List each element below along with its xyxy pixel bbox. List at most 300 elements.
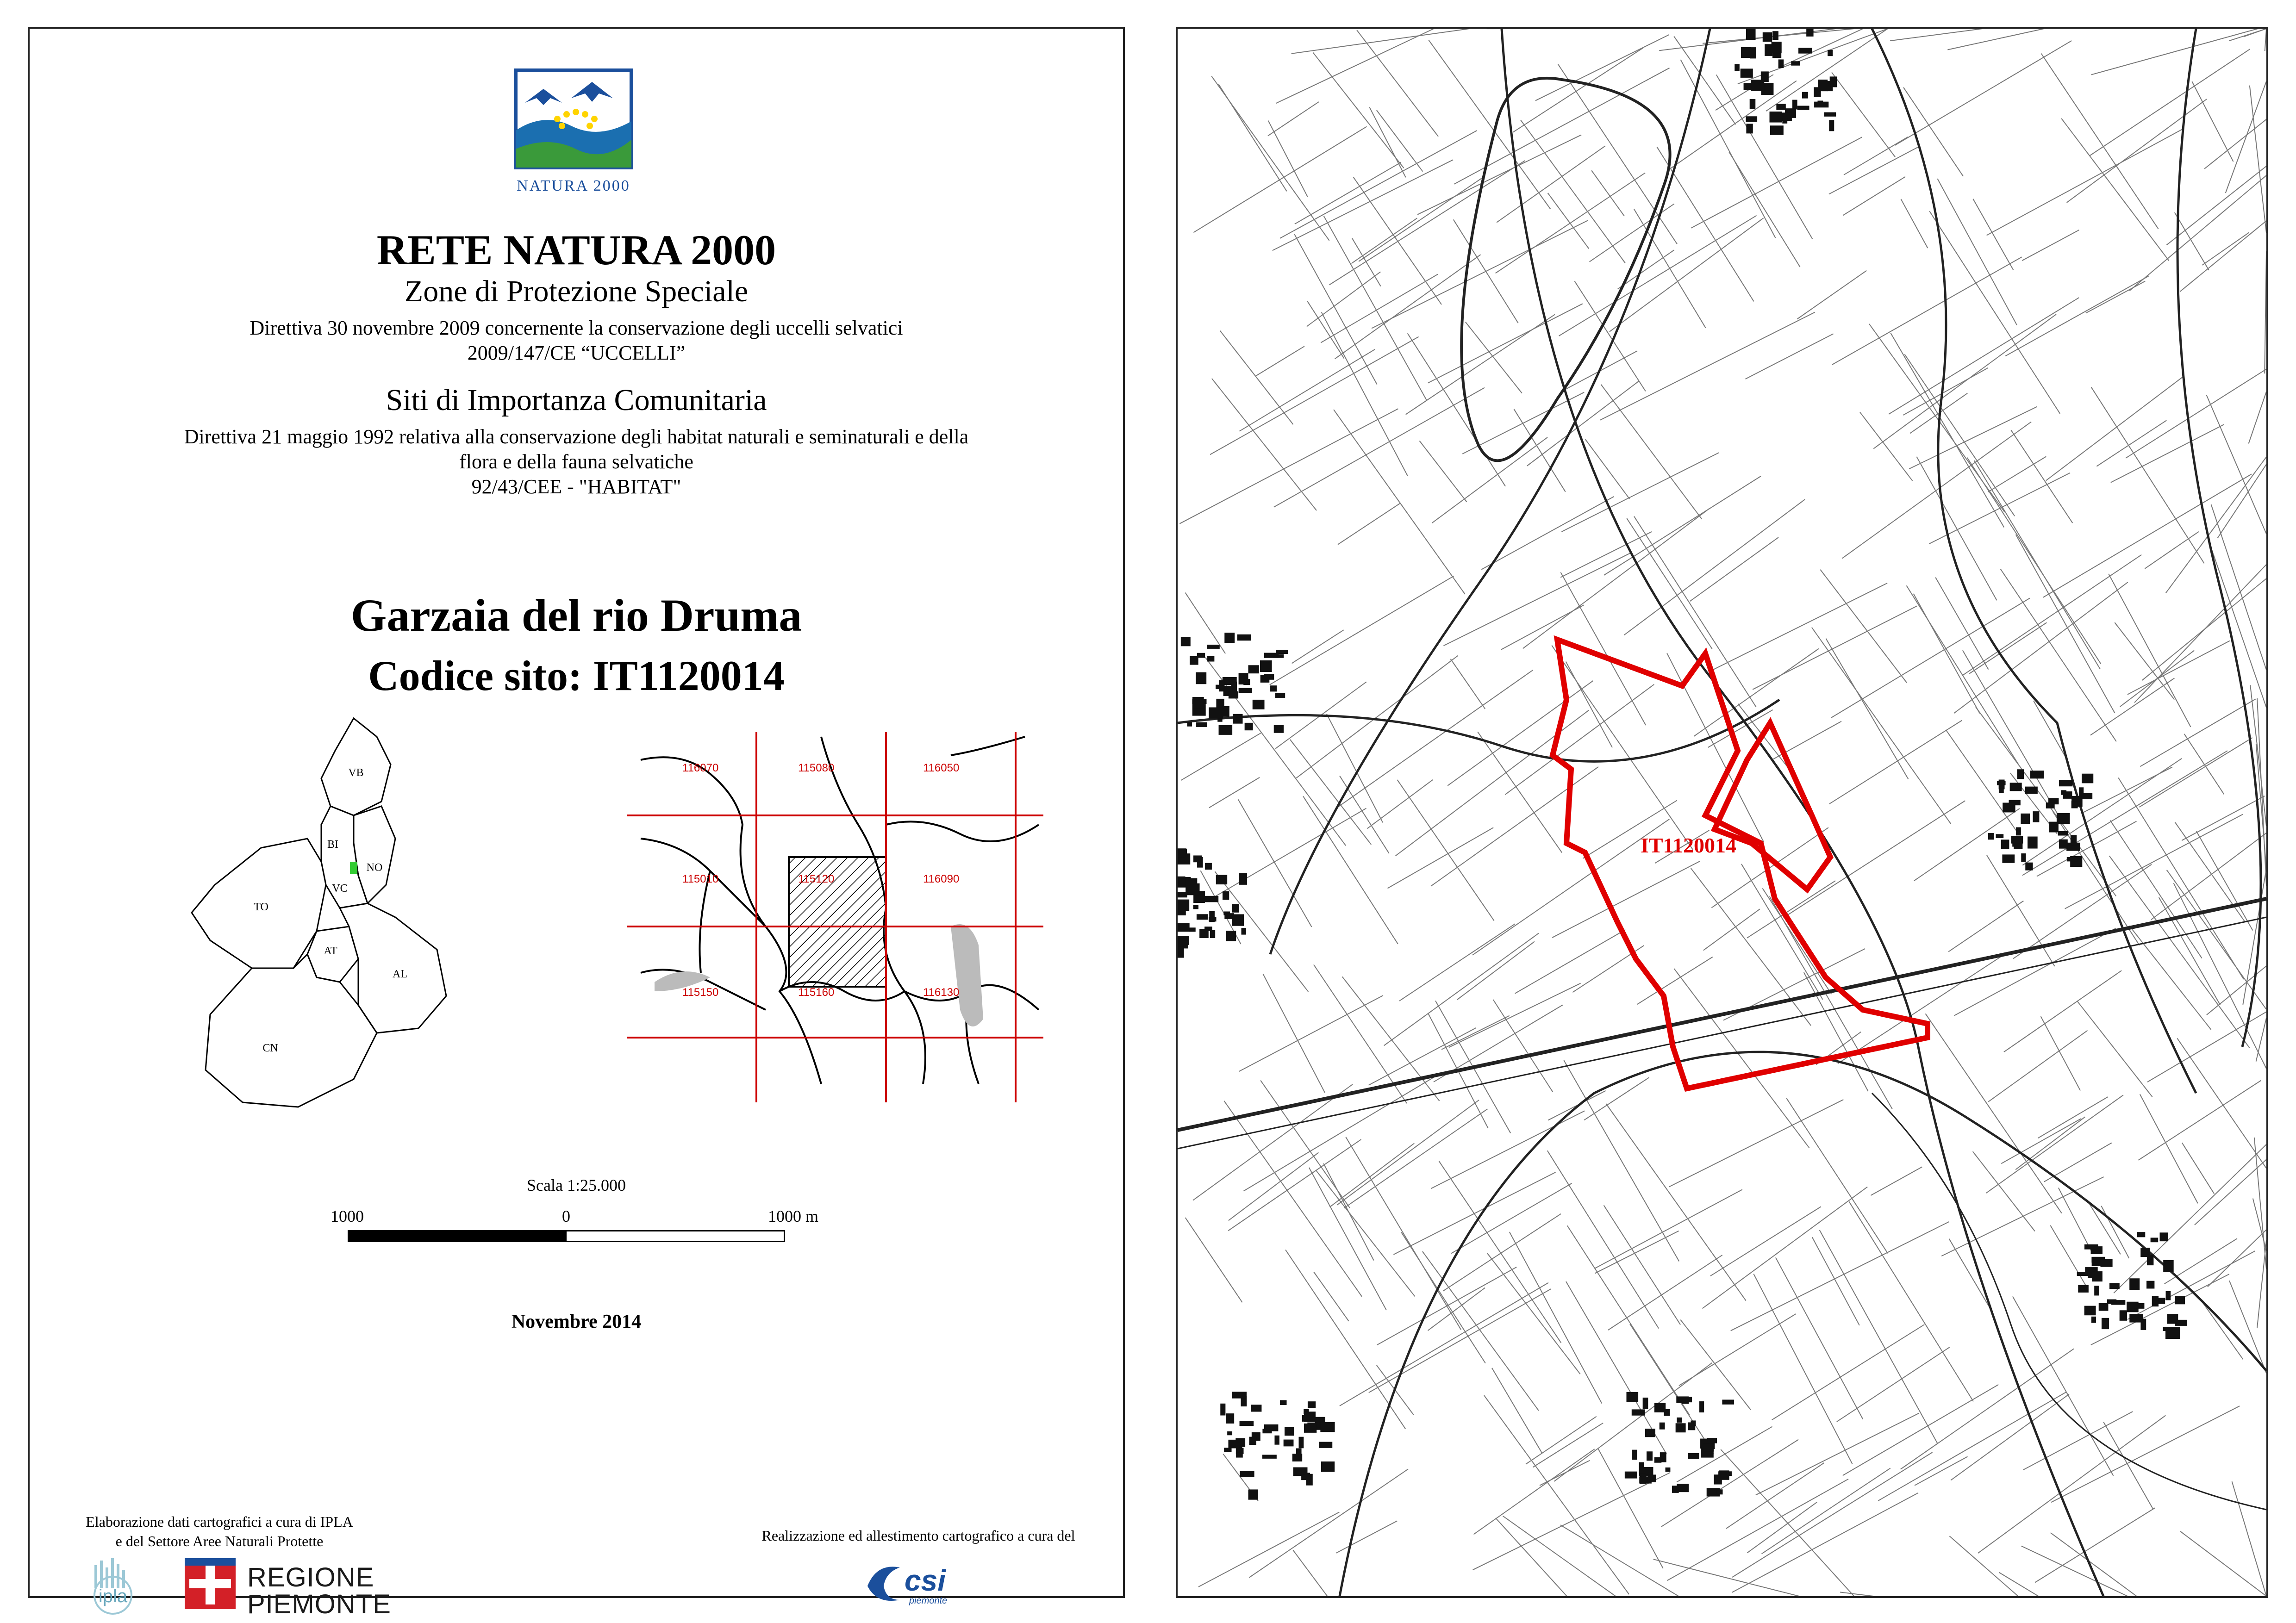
field-boundary-line — [2038, 1097, 2108, 1138]
topographic-map — [1178, 29, 2266, 1596]
building — [1207, 656, 1214, 662]
building — [1236, 1453, 1243, 1458]
building — [1666, 1468, 1671, 1472]
building — [2165, 1327, 2180, 1339]
field-boundary-line — [1691, 137, 1862, 228]
building — [2063, 791, 2072, 799]
building — [2107, 1300, 2116, 1304]
building — [1207, 645, 1219, 649]
field-boundary-line — [1293, 1550, 1327, 1596]
field-boundary-line — [1523, 509, 1710, 648]
field-boundary-line — [2218, 464, 2266, 538]
field-boundary-line — [1220, 331, 1293, 424]
field-boundary-line — [1429, 40, 1550, 209]
field-boundary-line — [2184, 734, 2224, 794]
building — [1178, 938, 1184, 948]
field-boundary-line — [2001, 569, 2116, 742]
building — [1301, 1468, 1307, 1474]
building — [1243, 679, 1250, 685]
building — [1185, 883, 1199, 895]
directive-birds — [30, 316, 1123, 366]
field-boundary-line — [1478, 732, 1562, 852]
field-boundary-line — [2067, 99, 2207, 203]
building — [2094, 1286, 2099, 1295]
building — [1275, 693, 1285, 698]
field-boundary-line — [1840, 1592, 1873, 1596]
field-boundary-line — [2086, 281, 2145, 313]
field-boundary-line — [2138, 1081, 2261, 1160]
field-boundary-line — [1342, 977, 1440, 1101]
building — [2109, 1283, 2120, 1289]
field-boundary-line — [2118, 778, 2244, 979]
field-boundary-line — [1344, 1109, 1488, 1208]
building — [2010, 783, 2022, 791]
field-boundary-line — [1820, 1230, 1938, 1443]
field-boundary-line — [2182, 796, 2265, 840]
field-boundary-line — [2195, 1159, 2266, 1225]
field-boundary-line — [1552, 861, 1700, 938]
field-boundary-line — [1954, 582, 2128, 713]
field-boundary-line — [1240, 349, 1375, 431]
label-vc: VC — [332, 883, 348, 895]
building — [1178, 877, 1185, 884]
building — [1746, 29, 1755, 39]
field-boundary-line — [1564, 1060, 1679, 1261]
building — [1321, 1461, 1335, 1472]
field-boundary-line — [1533, 1423, 1603, 1468]
building — [1714, 1474, 1722, 1484]
building — [2084, 1244, 2098, 1250]
field-boundary-line — [2061, 118, 2169, 261]
field-boundary-line — [2250, 86, 2266, 233]
field-boundary-line — [1255, 346, 1304, 376]
building — [1679, 1397, 1692, 1402]
field-boundary-line — [1401, 1232, 1485, 1363]
field-boundary-line — [1753, 606, 1917, 689]
field-boundary-line — [1574, 281, 1645, 391]
field-boundary-line — [2129, 175, 2266, 291]
field-boundary-line — [1842, 422, 2031, 558]
field-boundary-line — [1731, 1222, 1949, 1331]
field-boundary-line — [1527, 381, 1639, 466]
building — [1189, 927, 1196, 932]
field-boundary-line — [1630, 1324, 1714, 1454]
field-boundary-line — [2013, 864, 2152, 959]
field-boundary-line — [1703, 909, 1760, 950]
building — [1647, 1474, 1656, 1482]
field-boundary-line — [1515, 930, 1626, 994]
field-boundary-line — [1624, 499, 1805, 635]
building — [1220, 1404, 1225, 1416]
building — [1209, 917, 1216, 921]
field-boundary-line — [2120, 650, 2195, 707]
field-boundary-line — [1895, 41, 2072, 145]
field-boundary-line — [1987, 130, 2182, 236]
track-shape — [1461, 78, 1670, 460]
building — [1274, 1436, 1279, 1445]
building — [1741, 47, 1751, 58]
field-boundary-line — [1334, 410, 1465, 594]
field-boundary-line — [1185, 593, 1225, 654]
field-boundary-line — [2041, 54, 2159, 229]
building — [1791, 61, 1800, 65]
building — [1776, 104, 1785, 110]
regione-piemonte-text — [247, 1564, 391, 1618]
field-boundary-line — [1316, 1170, 1415, 1296]
field-boundary-line — [1949, 1536, 2018, 1596]
field-boundary-line — [1694, 649, 1819, 736]
building — [1262, 1455, 1277, 1458]
sheet-label-116050: 116050 — [923, 762, 960, 774]
field-boundary-line — [1369, 1289, 1551, 1393]
province-locator-map — [178, 709, 483, 1116]
field-boundary-line — [1417, 135, 1581, 214]
building — [2001, 839, 2009, 849]
building — [1226, 1413, 1234, 1424]
building — [1181, 637, 1191, 646]
building — [2059, 839, 2068, 849]
building — [2081, 793, 2092, 799]
directive-habitat-line2: flora e della fauna selvatiche — [459, 450, 693, 473]
field-boundary-line — [2207, 966, 2266, 1015]
scale-middle: 0 — [562, 1207, 570, 1225]
field-boundary-line — [1372, 220, 1588, 328]
field-boundary-line — [1346, 1137, 1461, 1330]
field-boundary-line — [1423, 1251, 1539, 1411]
building — [1782, 118, 1787, 124]
field-boundary-line — [2165, 1238, 2237, 1284]
field-boundary-line — [1738, 29, 1888, 84]
building — [1632, 1409, 1645, 1415]
building — [2163, 1260, 2174, 1272]
field-boundary-line — [2140, 1094, 2198, 1203]
building — [2137, 1232, 2146, 1237]
field-boundary-line — [1901, 199, 1928, 248]
credits-left-line2: e del Settore Aree Naturali Protette — [115, 1533, 324, 1549]
sheet-label-115120: 115120 — [798, 873, 835, 885]
building — [1999, 784, 2004, 793]
building — [1654, 1403, 1666, 1412]
field-boundary-line — [2077, 1001, 2152, 1097]
building — [1219, 680, 1224, 691]
field-boundary-line — [2207, 395, 2266, 534]
building — [1209, 707, 1223, 718]
field-boundary-line — [1268, 102, 1319, 136]
building — [1240, 1471, 1254, 1477]
field-boundary-line — [2139, 738, 2252, 807]
building — [2091, 1317, 2096, 1323]
building — [1296, 1449, 1302, 1460]
field-boundary-line — [1209, 777, 1260, 808]
field-boundary-line — [1214, 808, 1366, 897]
field-boundary-line — [1937, 179, 2017, 325]
field-boundary-line — [1756, 1413, 1919, 1495]
building — [1717, 1489, 1723, 1494]
field-boundary-line — [1566, 662, 1612, 748]
field-boundary-line — [1428, 1288, 1485, 1331]
field-boundary-line — [2041, 1016, 2081, 1090]
field-boundary-line — [2051, 1406, 2240, 1502]
building — [1197, 653, 1205, 658]
building — [1228, 1440, 1242, 1449]
field-boundary-line — [1513, 48, 1643, 132]
sheet-label-115080: 115080 — [798, 762, 835, 774]
legend-panel — [28, 27, 1125, 1619]
label-bi: BI — [327, 839, 338, 851]
field-boundary-line — [1481, 497, 1614, 570]
field-boundary-line — [1451, 659, 1485, 709]
building — [2078, 1285, 2089, 1293]
building — [1242, 928, 1247, 934]
building — [1778, 59, 1784, 68]
field-boundary-line — [1637, 957, 1713, 1004]
site-name: Garzaia del rio Druma — [350, 590, 802, 641]
field-boundary-line — [2175, 212, 2209, 270]
field-boundary-line — [1747, 1502, 1817, 1553]
field-boundary-line — [1710, 1206, 1821, 1276]
building — [2092, 1271, 2103, 1281]
field-boundary-line — [1322, 312, 1408, 476]
field-boundary-line — [1914, 594, 1980, 714]
field-boundary-line — [1600, 312, 1815, 420]
building — [1797, 106, 1809, 110]
field-boundary-line — [1198, 1512, 1339, 1587]
building — [2071, 835, 2077, 845]
field-boundary-line — [2128, 641, 2230, 695]
field-boundary-line — [2134, 565, 2266, 703]
building — [1798, 48, 1812, 53]
field-boundary-line — [2090, 49, 2250, 156]
field-boundary-line — [1766, 29, 1888, 111]
building — [1770, 125, 1784, 135]
field-boundary-line — [1274, 388, 1485, 507]
field-boundary-line — [1988, 456, 2046, 492]
building — [1253, 700, 1265, 709]
building — [1627, 1392, 1639, 1402]
building — [1274, 725, 1284, 733]
building — [1232, 904, 1239, 913]
field-boundary-line — [2265, 251, 2266, 373]
field-boundary-line — [1976, 707, 2116, 896]
field-boundary-line — [1294, 234, 1377, 385]
field-boundary-line — [1963, 650, 2059, 817]
building — [1239, 688, 1252, 693]
field-boundary-line — [1797, 271, 1866, 319]
building — [1647, 1451, 1653, 1461]
field-boundary-line — [1280, 131, 1477, 238]
field-boundary-line — [2109, 856, 2250, 1048]
building — [2059, 780, 2073, 786]
field-boundary-line — [1860, 412, 1912, 481]
field-boundary-line — [1747, 881, 1835, 938]
building — [1304, 1412, 1316, 1422]
field-boundary-line — [2177, 1038, 2266, 1169]
field-boundary-line — [1591, 170, 1624, 216]
field-boundary-line — [2200, 1299, 2243, 1359]
field-boundary-line — [1604, 1205, 1680, 1325]
field-boundary-line — [1561, 453, 1719, 532]
field-boundary-line — [1466, 322, 1522, 393]
field-boundary-line — [2034, 701, 2069, 763]
field-boundary-line — [2180, 1531, 2266, 1596]
building — [1722, 1399, 1734, 1404]
field-boundary-line — [1273, 160, 1453, 250]
field-boundary-line — [2111, 424, 2224, 482]
field-boundary-line — [1732, 1493, 1918, 1592]
building — [2011, 836, 2023, 844]
field-boundary-line — [1929, 211, 2060, 414]
building — [1262, 1429, 1272, 1433]
building — [1219, 725, 1233, 735]
building — [2146, 1281, 2154, 1289]
natura-2000-logo — [506, 61, 645, 200]
field-boundary-line — [1604, 476, 1761, 575]
field-boundary-line — [1552, 646, 1693, 850]
field-boundary-line — [1831, 598, 2030, 718]
field-boundary-line — [2145, 532, 2199, 569]
field-boundary-line — [1786, 1098, 1888, 1253]
building — [1249, 1437, 1256, 1445]
ipla-logo — [76, 1556, 168, 1616]
building — [1233, 714, 1242, 724]
field-boundary-line — [1384, 933, 1539, 1046]
field-boundary-line — [1770, 896, 1892, 1109]
field-boundary-line — [1951, 1394, 2069, 1480]
field-boundary-line — [1567, 1225, 1690, 1415]
scale-left: 1000 — [331, 1207, 364, 1225]
field-boundary-line — [1762, 888, 1831, 994]
building — [1199, 929, 1209, 938]
field-boundary-line — [2005, 276, 2149, 356]
building — [2129, 1278, 2140, 1290]
field-boundary-line — [1947, 29, 2044, 50]
field-boundary-line — [2167, 870, 2266, 1009]
building — [1677, 1418, 1682, 1423]
building — [1751, 80, 1764, 91]
building — [2152, 1296, 2159, 1306]
building — [1703, 1444, 1714, 1452]
field-boundary-line — [1367, 780, 1433, 828]
field-boundary-line — [2249, 392, 2266, 443]
building — [1223, 891, 1229, 900]
directive-habitat-line1: Direttiva 21 maggio 1992 relativa alla conservazione degli habitat naturali e seminaturali e della — [184, 425, 969, 448]
building — [1691, 1420, 1696, 1426]
field-boundary-line — [1901, 1349, 2074, 1469]
building — [1676, 1423, 1686, 1432]
field-boundary-line — [2151, 833, 2266, 920]
field-boundary-line — [2254, 1138, 2266, 1269]
building — [1672, 1486, 1679, 1493]
site-code: Codice sito: IT1120014 — [368, 652, 785, 699]
field-boundary-line — [1871, 1167, 1922, 1195]
building — [2102, 1318, 2109, 1329]
building — [2175, 1320, 2187, 1326]
building — [2151, 1237, 2159, 1242]
building — [2160, 1232, 2168, 1241]
field-boundary-line — [1909, 407, 2037, 469]
field-boundary-line — [2265, 29, 2266, 51]
field-boundary-line — [1812, 628, 1951, 824]
field-boundary-line — [2232, 1481, 2266, 1596]
building — [1625, 1472, 1637, 1479]
scale-right: 1000 m — [768, 1207, 819, 1225]
field-boundary-line — [2004, 970, 2121, 1052]
field-boundary-line — [2204, 119, 2266, 169]
building — [1772, 42, 1782, 53]
field-boundary-line — [1473, 1473, 1670, 1570]
field-boundary-line — [2103, 1422, 2153, 1510]
building — [1688, 1453, 1699, 1459]
building — [2147, 1255, 2153, 1265]
building — [1178, 853, 1185, 858]
field-boundary-line — [1352, 238, 1381, 286]
building — [1996, 834, 2003, 838]
building — [1718, 1471, 1732, 1476]
field-boundary-line — [1260, 1081, 1350, 1208]
field-boundary-line — [1832, 72, 1895, 157]
building — [2021, 814, 2030, 824]
sheet-label-116090: 116090 — [923, 873, 960, 885]
building — [2099, 1303, 2109, 1311]
building — [1818, 80, 1828, 91]
building — [1734, 64, 1740, 71]
field-boundary-line — [2059, 1188, 2092, 1253]
field-boundary-line — [1449, 983, 1581, 1048]
field-boundary-line — [1505, 684, 1654, 795]
building — [1197, 914, 1208, 920]
field-boundary-line — [1601, 385, 1702, 519]
field-boundary-line — [1610, 218, 1764, 332]
field-boundary-line — [1606, 1104, 1746, 1300]
building — [1205, 863, 1212, 870]
building — [1280, 1400, 1287, 1405]
field-boundary-line — [1762, 1468, 1890, 1554]
credits-left — [30, 1512, 409, 1551]
label-at: AT — [324, 945, 337, 957]
directive-birds-line2: 2009/147/CE “UCCELLI” — [467, 342, 686, 364]
field-boundary-line — [1295, 162, 1401, 224]
field-boundary-line — [1359, 177, 1483, 261]
field-boundary-line — [1397, 780, 1494, 921]
building — [1248, 665, 1259, 673]
building — [2084, 1306, 2096, 1316]
building — [1320, 1422, 1335, 1432]
field-boundary-line — [1560, 532, 1652, 578]
building — [2134, 1303, 2145, 1309]
field-boundary-line — [1608, 1255, 1722, 1330]
field-boundary-line — [1323, 1163, 1374, 1261]
field-boundary-line — [1296, 656, 1458, 778]
building — [1196, 672, 1206, 684]
field-boundary-line — [1309, 1168, 1386, 1310]
field-boundary-line — [1441, 1016, 1510, 1050]
field-boundary-line — [1890, 333, 2004, 528]
field-boundary-line — [2174, 883, 2266, 1069]
building — [1319, 1442, 1332, 1448]
field-boundary-line — [2022, 759, 2182, 865]
building — [1178, 848, 1186, 853]
field-boundary-line — [1947, 731, 2016, 831]
field-boundary-line — [1292, 630, 1344, 663]
field-boundary-line — [1890, 29, 1982, 41]
building — [2033, 811, 2039, 822]
field-boundary-line — [2180, 221, 2266, 292]
building — [1802, 92, 1808, 99]
building — [1750, 47, 1756, 58]
field-boundary-line — [1548, 193, 1589, 249]
building — [2082, 774, 2093, 784]
field-boundary-line — [1843, 177, 1905, 216]
